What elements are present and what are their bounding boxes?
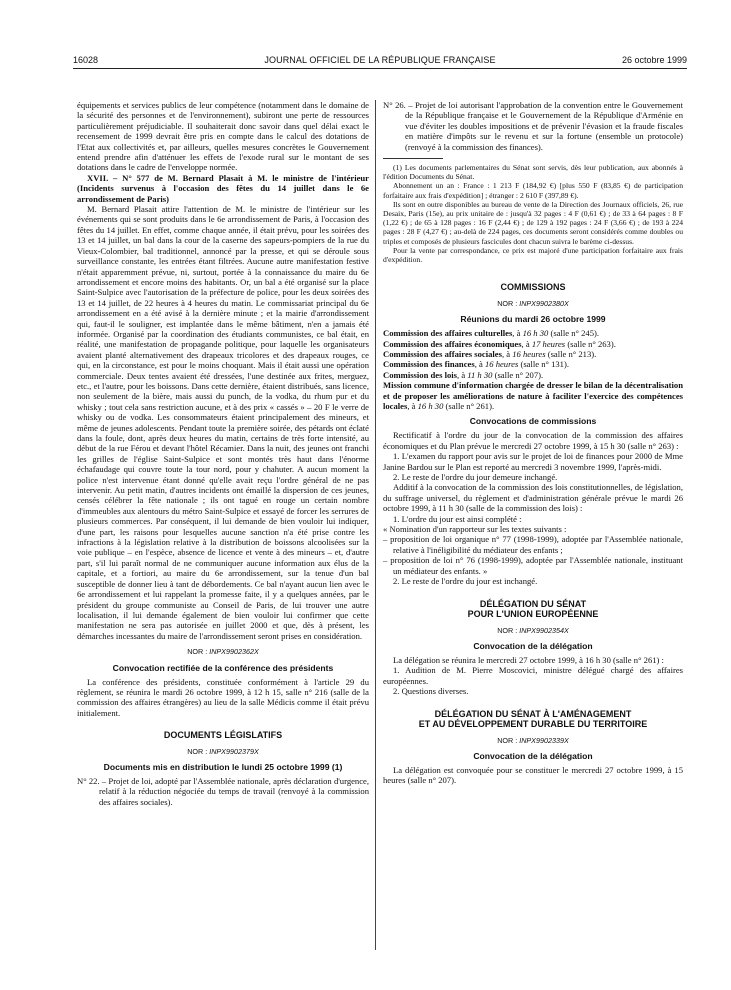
- nor-reference: [77, 747, 369, 757]
- commission-name: Commission des lois: [383, 369, 458, 380]
- rectificatif-paragraph: Rectificatif à l'ordre du jour de la convocation de la commission des affaires économiques et du Plan prévue le mercredi 27 octobre 1999, à 15 h 30 (salle n° 263) :: [383, 430, 683, 451]
- nor-code: INPX9902339X: [519, 735, 569, 745]
- conference-body: La conférence des présidents, constituée conformément à l'article 29 du règlement, se réunira le mardi 26 octobre 1999, à 12 h 15, salle n° 216 (salle de la commission des affaires étrangères) au lieu de la salle Médicis comme il était prévu initialement.: [77, 676, 369, 718]
- commissions-title: COMMISSIONS: [500, 282, 566, 293]
- nor-label: NOR :: [497, 625, 518, 635]
- documents-subtitle: Documents mis en distribution le lundi 25 octobre 1999 (1): [103, 762, 343, 773]
- delegation-territory-title: [383, 709, 683, 730]
- nor-code: INPX9902362X: [209, 647, 259, 657]
- question-577-title: XVII. – N° 577 de M. Bernard Plasait à M. le ministre de l'intérieur (Incidents survenus à l'occasion des fêtes du 14 juillet dans le 6e arrondissement de Paris): [77, 172, 369, 204]
- agenda-item: 2. Le reste de l'ordre du jour demeure inchangé.: [393, 472, 558, 483]
- intro-paragraph: équipements et services publics de leur compétence (notamment dans le domaine de la sécurité des personnes et de l'environnement), subiront une perte de ressources particulièrement préjudiciable. Il souhaiterait donc savoir dans quel délai exact le recensement de 1999 devrait être pris en compte dans le calcul des dotations de l'Etat aux collectivités et, par ailleurs, quelles mesures concrètes le Gouvernement entend prendre afin d'atténuer les effets de l'exode rural sur le montant de ses dotations dans le cadre de l'enveloppe normée.: [77, 100, 369, 173]
- agenda-quote: « Nomination d'un rapporteur sur les textes suivants :: [383, 524, 567, 535]
- delegation-title-line: ET AU DÉVELOPPEMENT DURABLE DU TERRITOIRE: [418, 719, 648, 730]
- nor-code: INPX9902379X: [209, 746, 259, 756]
- nor-reference: [77, 647, 369, 657]
- footnote: Pour la vente par correspondance, ce prix est majoré d'une participation forfaitaire aux frais d'expédition.: [383, 245, 683, 265]
- column-divider: [375, 100, 376, 950]
- meeting-time: 16 h 30: [417, 401, 444, 412]
- commission-meeting: Commission des lois, à 11 h 30 (salle n° 207).: [383, 369, 544, 380]
- meeting-room: (salle n° 263).: [567, 338, 616, 349]
- document-item: N° 26. – Projet de loi autorisant l'approbation de la convention entre le Gouvernement de la République française et le Gouvernement de la République d'Arménie en vue d'éviter les doubles impositions et de prévenir l'évasion et la fraude fiscales en matière d'impôts sur le revenu et sur la fortune (ensemble un protocole) (renvoyé à la commission des finances).: [383, 100, 683, 152]
- meeting-room: (salle n° 207).: [494, 369, 544, 380]
- commission-name: Mission commune d'information chargée de dresser le bilan de la décentralisation et de proposer les améliorations de nature à faciliter l'exercice des compétences locales: [383, 380, 683, 412]
- delegation-title-line: DÉLÉGATION DU SÉNAT: [479, 598, 587, 609]
- commission-name: Commission des affaires économiques: [383, 338, 522, 349]
- nor-label: NOR :: [497, 298, 518, 308]
- agenda-item: 2. Le reste de l'ordre du jour est inchangé.: [393, 576, 538, 587]
- commission-name: Commission des affaires sociales: [383, 348, 502, 359]
- reunions-title: Réunions du mardi 26 octobre 1999: [460, 314, 606, 325]
- nor-label: NOR :: [187, 746, 208, 756]
- agenda-item: 1. L'ordre du jour est ainsi complété :: [393, 513, 522, 524]
- document-item: N° 22. – Projet de loi, adopté par l'Assemblée nationale, après déclaration d'urgence, relatif à la réduction négociée du temps de travail (renvoyé à la commission des affaires sociales).: [77, 776, 369, 807]
- issue-date: 26 octobre 1999: [621, 55, 687, 65]
- question-577-body: M. Bernard Plasait attire l'attention de M. le ministre de l'intérieur sur les événements qui se sont produits dans le 6e arrondissement de Paris, à l'occasion des fêtes du 14 juillet. En effet, comme chaque année, il était prévu, pour les soirées des 13 et 14 juillet, un bal dans la cour de la caserne des sapeurs-pompiers de la rue du Vieux-Colombier, bal traditionnel, annoncé par la presse, et qui se déroule sous surveillance constante, les entrées étant filtrées. Aucune autre manifestation festive n'était apparemment prévue, ni, surtout, portée à la connaissance du maire du 6e arrondissement et encore moins des habitants. Or, un bal a été organisé sur la place Saint-Sulpice avec l'autorisation de la préfecture de police, pour les deux soirées des 13 et 14 juillet, de 22 heures à 4 heures du matin. Le commissariat principal du 6e arrondissement en a été avisé à la dernière minute ; et la mairie d'arrondissement qui, faut-il le souligner, est implantée dans le même bâtiment, n'en a jamais été informée. Organisé par la coordination des étudiants communistes, ce bal était, en réalité, une manifestation de propagande politique, pour laquelle les organisateurs avaient planté alternativement des drapeaux tricolores et des drapeaux rouges, ce qui, en la circonstance, est pour le moins choquant. Mais il était aussi une opération commerciale. Deux tentes avaient été dressées, l'une destinée aux frites, merguez, etc., et l'autre, pour les boissons. Dans cette dernière, étaient distribués, sans licence, non seulement de la bière, mais aussi du punch, de la vodka, du rhum pur et du whisky ; tout cela sans restriction aucune, et à des prix « cassés » – 20 F le verre de whisky ou de vodka. Les consommateurs étaient principalement des mineurs, et même de jeunes adolescents. Pendant toute la première soirée, des pétards ont éclaté dans la foule, dont, après deux heures du matin, certains de très forte intensité, au début de la rue Férou et devant l'hôtel Récamier. Dans la nuit, des jeunes ont franchi les grilles de l'église Saint-Sulpice et sont montés très haut dans l'énorme échafaudage qui couvre toute la tour nord, pour y chahuter. A aucun moment la police n'est intervenue étant donné qu'elle avait reçu l'ordre général de ne pas intervenir. Au petit matin, d'autres incidents ont émaillé la dispersion de ces jeunes, censés célébrer la fête nationale ; ils ont tagué en rouge un certain nombre d'immeubles aux alentours du métro Saint-Sulpice et essayé de forcer les serrures de plusieurs commerces. Par conséquent, il lui demande de bien vouloir lui indiquer, d'une part, les raisons pour lesquelles aucune sanction n'a été prise contre les infractions à la législation relative à la distribution de boissons alcoolisées sur la voie publique – en l'espèce, absence de licence et vente à des mineurs – et, d'autre part, s'il lui paraît normal de ne communiquer aucune information aux élus de la capitale, et a fortiori, au maire du 6e arrondissement, sur la tenue d'un bal susceptible de donner lieu à tant de débordements. Ce bal n'ayant aucun lien avec le 6e arrondissement et lui rappelant la promesse faite, il y a quelques années, par le président du groupe communiste au Conseil de Paris, de lui trouver une autre localisation, il lui demande également de bien vouloir lui confirmer que cette manifestation ne sera pas autorisée en juillet 2000 et que, dès à présent, les démarches incessantes du maire de l'arrondissement seront prises en considération.: [77, 204, 369, 641]
- delegation-body: La délégation se réunira le mercredi 27 octobre 1999, à 16 h 30 (salle n° 261) :: [393, 654, 664, 665]
- footnote: Abonnement un an : France : 1 213 F (184,92 €) [plus 550 F (83,85 €) de participation forfaitaire aux frais d'expédition] ; étranger : 2 610 F (397,89 €).: [383, 181, 683, 200]
- nor-code: INPX9902354X: [519, 625, 569, 635]
- nor-reference: [383, 736, 683, 746]
- left-column: [77, 100, 369, 807]
- delegation-title-line: POUR L'UNION EUROPÉENNE: [467, 609, 599, 620]
- footnote: Ils sont en outre disponibles au bureau de vente de la Direction des Journaux officiels, 26, rue Desaix, Paris (15e), au prix unitaire de : jusqu'à 32 pages : 4 F (0,61 €) ; de 33 à 64 pages : 8 F (1,22 €) ; de 65 à 128 pages : 16 F (2,44 €) ; de 129 à 192 pages : 24 F (3,66 €) ; de 193 à 224 pages : 28 F (4,27 €) ; au-delà de 224 pages, ces documents seront considérés comme doubles ou triples et composés de plusieurs fascicules dont chacun suivra le barème ci-dessus.: [383, 199, 683, 246]
- meeting-room: (salle n° 131).: [520, 359, 569, 370]
- nor-code: INPX9902380X: [519, 298, 569, 308]
- commission-meeting: Commission des affaires sociales, à 16 heures (salle n° 213).: [383, 348, 597, 359]
- page-header: [73, 55, 687, 69]
- agenda-item: 1. Audition de M. Pierre Moscovici, ministre délégué chargé des affaires européennes.: [383, 665, 683, 686]
- meeting-time: 17 heures: [531, 338, 566, 349]
- delegation-body: La délégation est convoquée pour se constituer le mercredi 27 octobre 1999, à 15 heures (salle n° 207).: [383, 764, 683, 786]
- right-column: [383, 100, 683, 786]
- documents-section-title: DOCUMENTS LÉGISLATIFS: [163, 730, 283, 741]
- commission-name: Commission des finances: [383, 359, 475, 370]
- additif-paragraph: Additif à la convocation de la commission des lois constitutionnelles, de législation, du suffrage universel, du règlement et d'administration générale prévue le mardi 26 octobre 1999, à 11 h 30 (salle de la commission des lois) :: [383, 482, 683, 514]
- page-number: 16028: [73, 55, 99, 65]
- meeting-time: 16 h 30: [522, 328, 549, 339]
- nor-reference: [383, 299, 683, 309]
- commission-name: Commission des affaires culturelles: [383, 328, 513, 339]
- meeting-room: (salle n° 261).: [445, 401, 495, 412]
- header-rule: [73, 68, 687, 69]
- footnote: (1) Les documents parlementaires du Sénat sont servis, dès leur publication, aux abonnés à l'édition Documents du Sénat.: [383, 163, 683, 182]
- meeting-time: 16 heures: [512, 348, 546, 359]
- commission-meeting: Commission des finances, à 16 heures (salle n° 131).: [383, 359, 569, 370]
- nor-label: NOR :: [187, 647, 208, 657]
- meeting-room: (salle n° 245).: [550, 328, 600, 339]
- footnote-rule: [383, 158, 443, 159]
- agenda-dash-item: – proposition de loi organique n° 77 (1998-1999), adoptée par l'Assemblée nationale, relative à l'inéligibilité du médiateur des enfants ;: [383, 534, 683, 555]
- footnotes: [383, 163, 683, 264]
- delegation-convocation-title: Convocation de la délégation: [473, 640, 593, 651]
- agenda-item: 1. L'examen du rapport pour avis sur le projet de loi de finances pour 2000 de Mme Janine Bardou sur le Plan est reporté au mercredi 3 novembre 1999, l'après-midi.: [383, 451, 683, 472]
- conference-title: Convocation rectifiée de la conférence des présidents: [112, 662, 334, 673]
- delegation-eu-title: [383, 599, 683, 620]
- delegation-title-line: DÉLÉGATION DU SÉNAT À L'AMÉNAGEMENT: [434, 708, 632, 719]
- commission-meeting: Mission commune d'information chargée de dresser le bilan de la décentralisation et de proposer les améliorations de nature à faciliter l'exercice des compétences locales, à 16 h 30 (salle n° 261).: [383, 380, 683, 412]
- convocations-title: Convocations de commissions: [469, 416, 597, 427]
- meeting-time: 11 h 30: [467, 369, 493, 380]
- nor-label: NOR :: [497, 735, 518, 745]
- delegation-convocation-title: Convocation de la délégation: [473, 750, 593, 761]
- agenda-dash-item: – proposition de loi n° 76 (1998-1999), adoptée par l'Assemblée nationale, instituant un médiateur des enfants. »: [383, 555, 683, 576]
- commission-meeting: Commission des affaires culturelles, à 16 h 30 (salle n° 245).: [383, 328, 600, 339]
- journal-title: JOURNAL OFFICIEL DE LA RÉPUBLIQUE FRANÇAISE: [264, 55, 496, 65]
- commission-meeting: Commission des affaires économiques, à 17 heures (salle n° 263).: [383, 338, 616, 349]
- meeting-time: 16 heures: [484, 359, 519, 370]
- nor-reference: [383, 626, 683, 636]
- agenda-item: 2. Questions diverses.: [393, 686, 469, 697]
- meeting-room: (salle n° 213).: [547, 348, 597, 359]
